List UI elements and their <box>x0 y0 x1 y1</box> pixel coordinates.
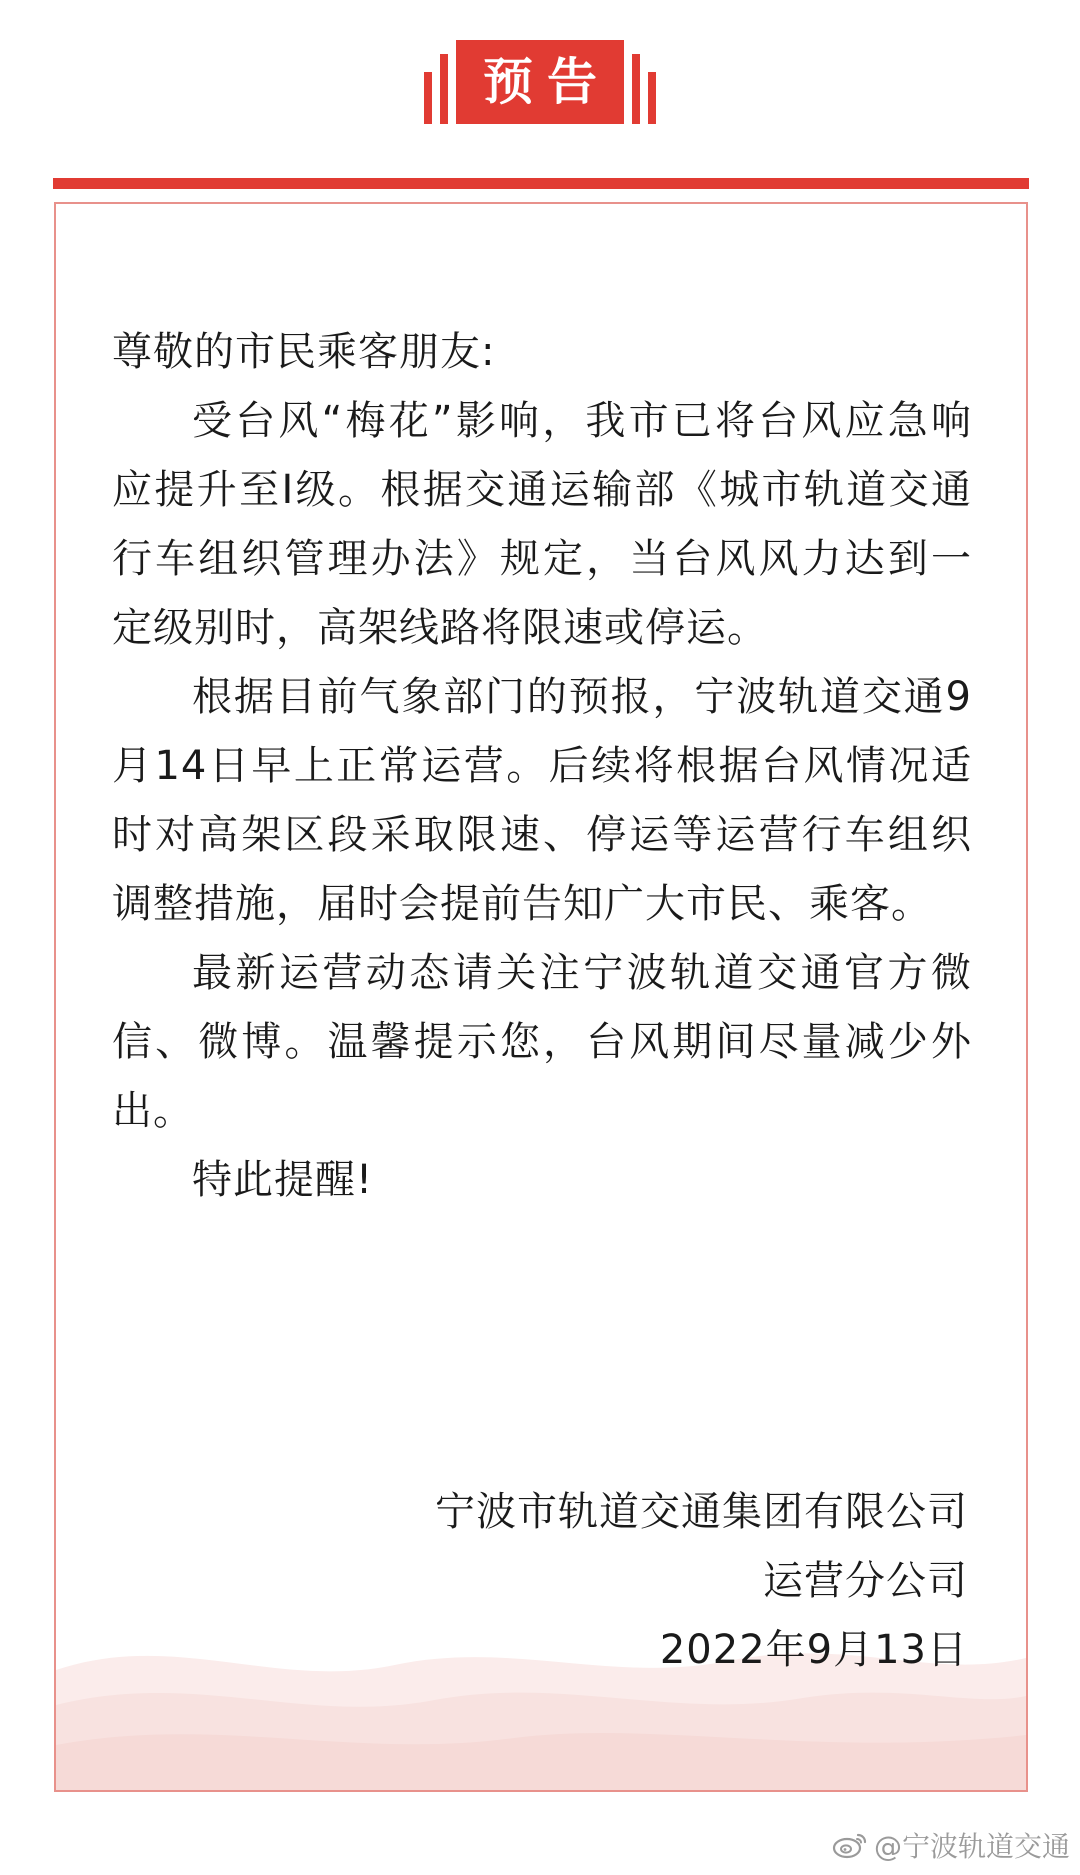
decorative-tick <box>648 72 656 124</box>
greeting: 尊敬的市民乘客朋友: <box>112 329 496 375</box>
paragraph: 根据目前气象部门的预报，宁波轨道交通9月14日早上正常运营。后续将根据台风情况适时对高架区段采取限速、停运等运营行车组织调整措施，届时会提前告知广大市民、乘客。 <box>112 674 972 927</box>
paragraph: 受台风“梅花”影响，我市已将台风应急响应提升至I级。根据交通运输部《城市轨道交通行车组织管理办法》规定，当台风风力达到一定级别时，高架线路将限速或停运。 <box>112 398 972 651</box>
header <box>0 36 1080 126</box>
signature-block <box>435 1478 968 1685</box>
branch-name: 运营分公司 <box>763 1558 968 1604</box>
decorative-tick <box>440 54 448 124</box>
watermark <box>832 1825 1070 1865</box>
issue-date: 2022年9月13日 <box>659 1627 968 1673</box>
company-name: 宁波市轨道交通集团有限公司 <box>435 1489 968 1535</box>
notice-badge: 预告 <box>456 40 624 124</box>
weibo-icon <box>832 1830 868 1860</box>
decorative-tick <box>424 72 432 124</box>
watermark-text: @宁波轨道交通 <box>873 1830 1070 1863</box>
header-rule <box>53 178 1029 189</box>
notice-body <box>112 318 972 1215</box>
decorative-tick <box>632 54 640 124</box>
closing-line: 特此提醒! <box>192 1157 374 1203</box>
paragraph: 最新运营动态请关注宁波轨道交通官方微信、微博。温馨提示您，台风期间尽量减少外出。 <box>112 950 972 1134</box>
